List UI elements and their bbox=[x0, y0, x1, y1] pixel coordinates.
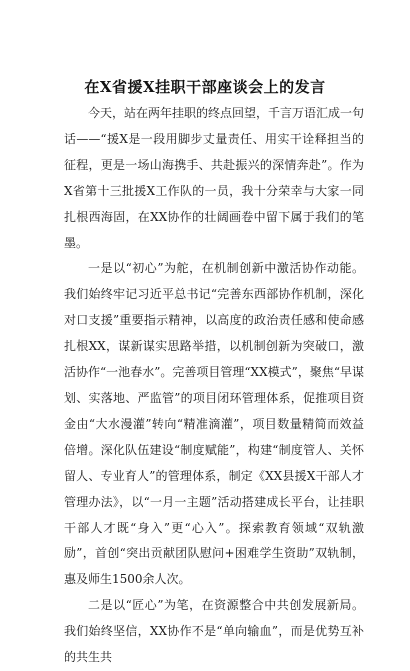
paragraph-section-two: 二是以“匠心”为笔，在资源整合中共创发展新局。我们始终坚信，XX协作不是“单向输血”，而是优势互补的共生共 bbox=[64, 598, 364, 665]
paragraph-intro: 今天，站在两年挂职的终点回望，千言万语汇成一句话——“援X是一段用脚步丈量责任、用实干诠释担当的征程，更是一场山海携手、共赴振兴的深情奔赴”。作为X省第十三批援X工作队的一员，我十分荣幸与大家一同扎根西海固，在XX协作的壮阔画卷中留下属于我们的笔墨。 bbox=[64, 106, 365, 250]
document-body bbox=[64, 101, 364, 671]
document-title: 在X省援X挂职干部座谈会上的发言 bbox=[84, 78, 326, 96]
paragraph-section-one: 一是以“初心”为舵，在机制创新中激活协作动能。我们始终牢记习近平总书记“完善东西部协作机制，深化对口支援”重要指示精神，以高度的政治责任感和使命感扎根XX，谋新谋实思路举措，以机制创新为突破口，激活协作“一池春水”。完善项目管理“XX模式”，聚焦“早谋划、实落地、严监管”的项目闭环管理体系，促推项目资金由“大水漫灌”转向“精准滴灌”，项目数量精简而效益倍增。深化队伍建设“制度赋能”，构建“制度管人、关怀留人、专业育人”的管理体系，制定《XX县援X干部人才管理办法》，以“一月一主题”活动搭建成长平台，让挂职干部人才既“身入”更“心入”。探索教育领域“双轨激励”，首创“突出贡献团队慰问+困难学生资助”双轨制，惠及师生1500余人次。 bbox=[64, 261, 364, 587]
